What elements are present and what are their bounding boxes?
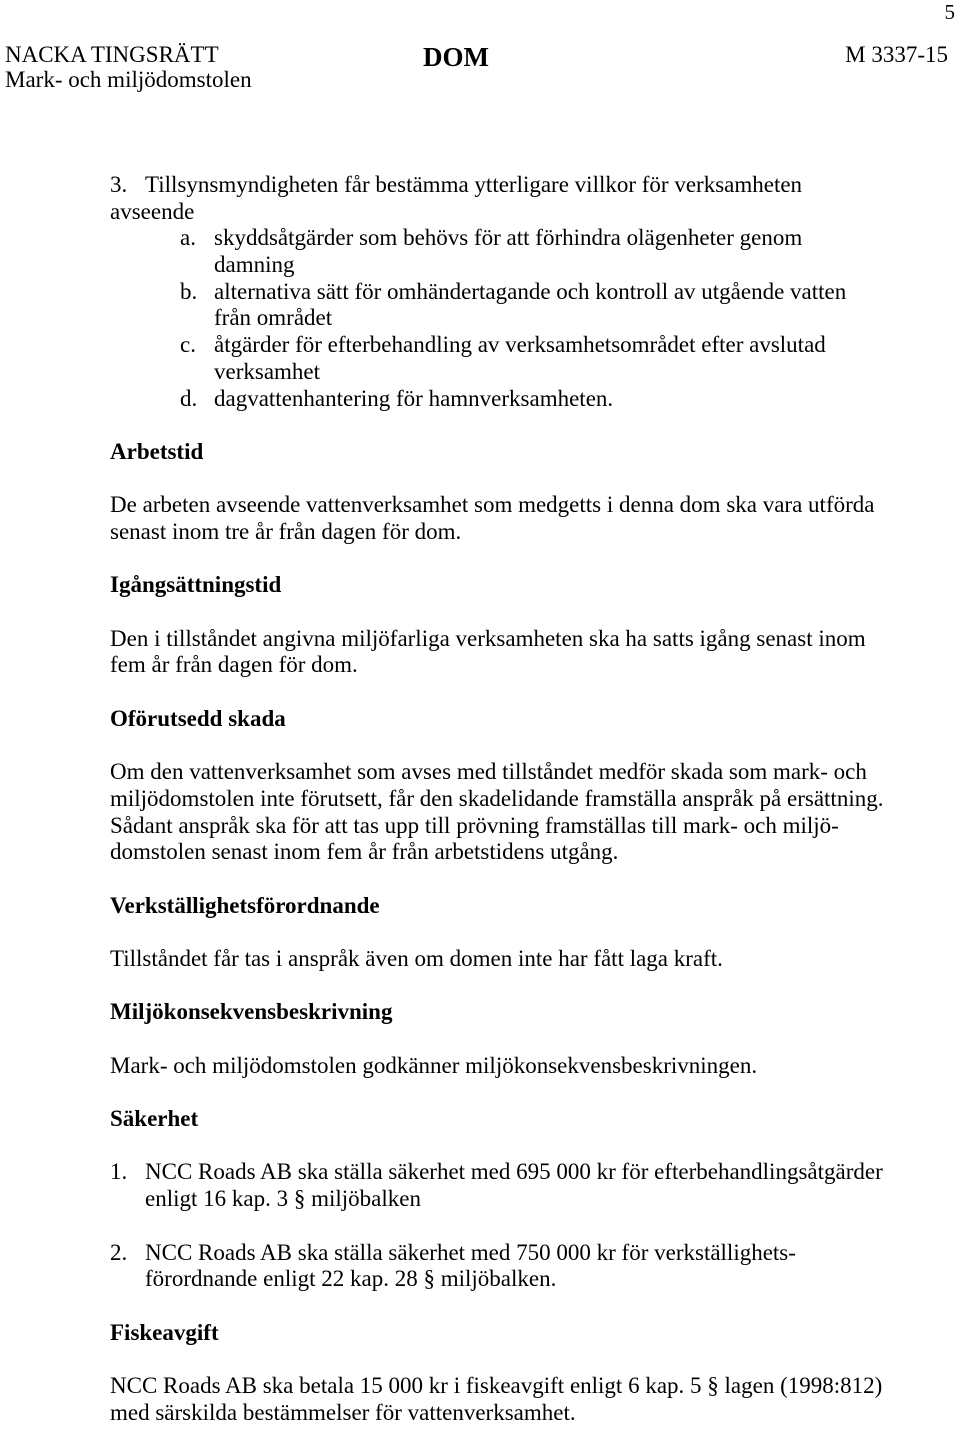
paragraph-text: senast inom tre år från dagen för dom. xyxy=(110,518,462,544)
subitem-line xyxy=(0,305,960,332)
item-number: 1. xyxy=(110,1159,128,1185)
section-heading xyxy=(0,439,960,466)
subitem-letter: b. xyxy=(180,278,198,304)
paragraph-line xyxy=(0,626,960,653)
condition-item xyxy=(0,172,960,412)
subitem-line xyxy=(0,332,960,359)
item-text: NCC Roads AB ska ställa säkerhet med 695 000 kr för efterbehandlingsåtgärder xyxy=(145,1159,883,1185)
security-item-line xyxy=(0,1240,960,1267)
subitem-line xyxy=(0,359,960,386)
department-name: Mark- och miljödomstolen xyxy=(5,67,252,92)
subitem-letter: d. xyxy=(180,385,198,411)
section-paragraph xyxy=(0,759,960,866)
document-type: DOM xyxy=(423,42,489,72)
paragraph-line xyxy=(0,519,960,546)
condition-sublist xyxy=(0,225,960,412)
subitem-text: dagvattenhantering för hamnverksamheten. xyxy=(214,385,614,411)
paragraph-text: Sådant anspråk ska för att tas upp till prövning framställas till mark- och miljö- xyxy=(110,812,839,838)
section-heading xyxy=(0,1106,960,1133)
section-heading-text: Verkställighetsförordnande xyxy=(110,892,380,918)
paragraph-text: Mark- och miljödomstolen godkänner miljökonsekvensbeskrivningen. xyxy=(110,1052,758,1078)
section-heading-text: Arbetstid xyxy=(110,438,204,464)
item-text: enligt 16 kap. 3 § miljöbalken xyxy=(145,1186,421,1212)
section-sakerhet xyxy=(0,1106,960,1293)
item-text: NCC Roads AB ska ställa säkerhet med 750 000 kr för verkställighets- xyxy=(145,1239,796,1265)
paragraph-text: Tillståndet får tas i anspråk även om domen inte har fått laga kraft. xyxy=(110,945,723,971)
paragraph-line xyxy=(0,839,960,866)
paragraph-text: De arbeten avseende vattenverksamhet som medgetts i denna dom ska vara utförda xyxy=(110,492,875,518)
subitem-text: alternativa sätt för omhändertagande och kontroll av utgående vatten xyxy=(214,278,847,304)
paragraph-line xyxy=(0,786,960,813)
paragraph-text: domstolen senast inom fem år från arbetstidens utgång. xyxy=(110,839,619,865)
subitem-text: skyddsåtgärder som behövs för att förhindra olägenheter genom xyxy=(214,225,803,251)
section-miljokonsekvensbeskrivning xyxy=(0,999,960,1079)
section-heading-text: Säkerhet xyxy=(110,1106,199,1132)
section-heading xyxy=(0,572,960,599)
paragraph-line xyxy=(0,652,960,679)
paragraph-line xyxy=(0,1053,960,1080)
subitem-text: från området xyxy=(214,305,333,331)
section-heading-text: Fiskeavgift xyxy=(110,1319,219,1345)
subitem-line xyxy=(0,225,960,252)
document-header-left xyxy=(5,42,252,92)
security-item-line xyxy=(0,1266,960,1293)
subitem-text: damning xyxy=(214,252,295,278)
subitem-line xyxy=(0,279,960,306)
section-paragraph xyxy=(0,1373,960,1426)
condition-line xyxy=(0,199,960,226)
paragraph-line xyxy=(0,492,960,519)
section-paragraph xyxy=(0,492,960,545)
paragraph-text: fem år från dagen för dom. xyxy=(110,652,358,678)
subitem-letter: a. xyxy=(180,225,196,251)
paragraph-text: miljödomstolen inte förutsett, får den skadelidande framställa anspråk på ersättning. xyxy=(110,785,884,811)
section-heading xyxy=(0,706,960,733)
subitem-line xyxy=(0,386,960,413)
security-item-line xyxy=(0,1159,960,1186)
paragraph-text: Om den vattenverksamhet som avses med tillståndet medför skada som mark- och xyxy=(110,759,867,785)
section-arbetstid xyxy=(0,439,960,546)
paragraph-text: Den i tillståndet angivna miljöfarliga verksamheten ska ha satts igång senast inom xyxy=(110,625,866,651)
section-oforutsedd-skada xyxy=(0,706,960,866)
section-fiskeavgift xyxy=(0,1320,960,1427)
paragraph-line xyxy=(0,813,960,840)
paragraph-text: NCC Roads AB ska betala 15 000 kr i fiskeavgift enligt 6 kap. 5 § lagen (1998:812) xyxy=(110,1372,883,1398)
section-igangsattningstid xyxy=(0,572,960,679)
item-text: förordnande enligt 22 kap. 28 § miljöbalken. xyxy=(145,1266,557,1292)
paragraph-line xyxy=(0,1400,960,1427)
item-number: 3. xyxy=(110,172,128,197)
item-number: 2. xyxy=(110,1239,128,1265)
section-paragraph xyxy=(0,626,960,679)
item-text: avseende xyxy=(110,198,195,224)
paragraph-line xyxy=(0,946,960,973)
subitem-line xyxy=(0,252,960,279)
security-item xyxy=(0,1240,960,1293)
section-heading xyxy=(0,999,960,1026)
section-heading-text: Miljökonsekvensbeskrivning xyxy=(110,999,393,1025)
subitem-text: verksamhet xyxy=(214,358,321,384)
court-name: NACKA TINGSRÄTT xyxy=(5,42,219,67)
condition-line xyxy=(0,172,960,199)
subitem-letter: c. xyxy=(180,332,196,358)
section-heading-text: Igångsättningstid xyxy=(110,572,282,598)
document-body xyxy=(0,172,960,1426)
paragraph-line xyxy=(0,1373,960,1400)
section-heading-text: Oförutsedd skada xyxy=(110,705,286,731)
section-heading xyxy=(0,1320,960,1347)
security-item xyxy=(0,1159,960,1212)
page-number: 5 xyxy=(944,0,955,24)
section-paragraph xyxy=(0,1053,960,1080)
paragraph-line xyxy=(0,759,960,786)
item-text: Tillsynsmyndigheten får bestämma ytterligare villkor för verksamheten xyxy=(145,172,803,197)
section-verkstallighetsforordnande xyxy=(0,893,960,973)
case-number: M 3337-15 xyxy=(845,42,948,67)
section-paragraph xyxy=(0,946,960,973)
security-item-line xyxy=(0,1186,960,1213)
subitem-text: åtgärder för efterbehandling av verksamhetsområdet efter avslutad xyxy=(214,332,826,358)
paragraph-text: med särskilda bestämmelser för vattenverksamhet. xyxy=(110,1399,576,1425)
section-heading xyxy=(0,893,960,920)
